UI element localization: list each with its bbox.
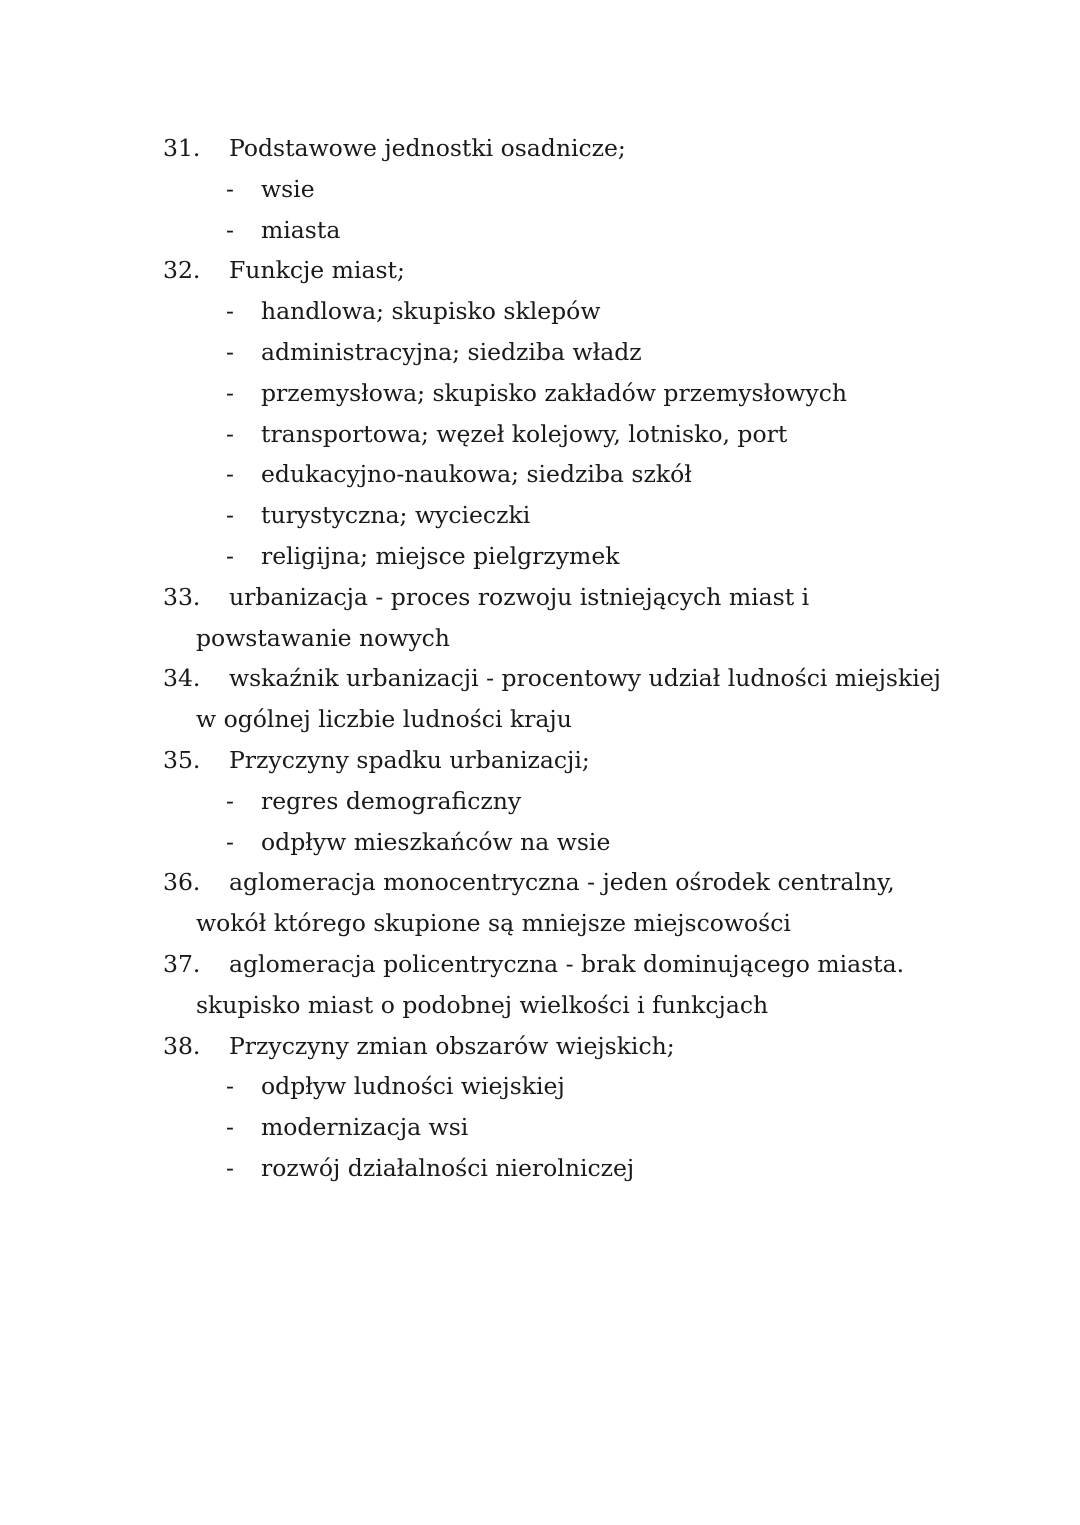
sub-list-item [163,373,943,414]
sub-list-item [163,1107,943,1148]
item-number: 33. [163,582,201,611]
item-text: Przyczyny zmian obszarów wiejskich; [229,1031,675,1060]
list-item [163,740,943,862]
item-text: Podstawowe jednostki osadnicze; [229,134,626,162]
list-item [163,862,943,944]
item-number: 32. [163,256,201,285]
sub-list-item [163,332,943,373]
sub-item-text: wsie [261,174,315,203]
dash-bullet: - [226,1113,234,1142]
dash-bullet: - [226,378,234,407]
item-text: aglomeracja monocentryczna - jeden ośrodek centralny, wokół którego skupione są mniejsze miejscowości [196,868,895,938]
dash-bullet: - [226,174,234,203]
dash-bullet: - [226,1153,234,1182]
item-number: 36. [163,868,201,897]
sub-item-text: modernizacja wsi [261,1113,469,1142]
sub-list-item [163,169,943,210]
sub-item-text: odpływ ludności wiejskiej [261,1072,565,1101]
sub-item-text: administracyjna; siedziba władz [261,337,642,366]
dash-bullet: - [226,827,234,856]
sub-list [163,1066,943,1188]
sub-item-text: rozwój działalności nierolniczej [261,1153,635,1182]
item-number: 38. [163,1031,201,1060]
sub-list-item [163,536,943,577]
dash-bullet: - [226,1072,234,1101]
sub-item-text: handlowa; skupisko sklepów [261,297,601,326]
item-text: Przyczyny spadku urbanizacji; [229,745,590,774]
sub-item-text: edukacyjno-naukowa; siedziba szkół [261,460,692,489]
sub-list-item [163,210,943,251]
list-item [163,658,943,740]
list-item [163,577,943,659]
dash-bullet: - [226,419,234,448]
dash-bullet: - [226,501,234,530]
sub-list-item [163,822,943,863]
sub-item-text: transportowa; węzeł kolejowy, lotnisko, port [261,419,788,448]
sub-list-item [163,781,943,822]
dash-bullet: - [226,541,234,570]
sub-list-item [163,495,943,536]
item-number: 31. [163,134,201,162]
dash-bullet: - [226,337,234,366]
sub-list-item [163,454,943,495]
sub-list-item [163,1066,943,1107]
sub-item-text: regres demograficzny [261,786,522,815]
sub-list-item [163,1148,943,1189]
dash-bullet: - [226,215,234,244]
sub-item-text: miasta [261,215,341,244]
dash-bullet: - [226,460,234,489]
sub-list-item [163,291,943,332]
sub-item-text: przemysłowa; skupisko zakładów przemysłowych [261,378,848,407]
item-number: 37. [163,949,201,978]
item-number: 34. [163,664,201,693]
item-text: aglomeracja policentryczna - brak dominującego miasta. skupisko miast o podobnej wielkości i funkcjach [196,949,905,1019]
notes-list [163,128,943,1189]
sub-list [163,169,943,251]
sub-list [163,781,943,863]
dash-bullet: - [226,786,234,815]
sub-item-text: odpływ mieszkańców na wsie [261,827,611,856]
item-text: urbanizacja - proces rozwoju istniejących miast i powstawanie nowych [196,582,810,652]
dash-bullet: - [226,297,234,326]
item-number: 35. [163,745,201,774]
list-item [163,250,943,576]
list-item [163,128,943,250]
sub-list-item [163,414,943,455]
sub-item-text: turystyczna; wycieczki [261,501,531,530]
sub-item-text: religijna; miejsce pielgrzymek [261,541,620,570]
list-item [163,1026,943,1189]
list-item [163,944,943,1026]
item-text: Funkcje miast; [229,256,405,285]
sub-list [163,291,943,577]
item-text: wskaźnik urbanizacji - procentowy udział ludności miejskiej w ogólnej liczbie ludności kraju [196,664,941,734]
